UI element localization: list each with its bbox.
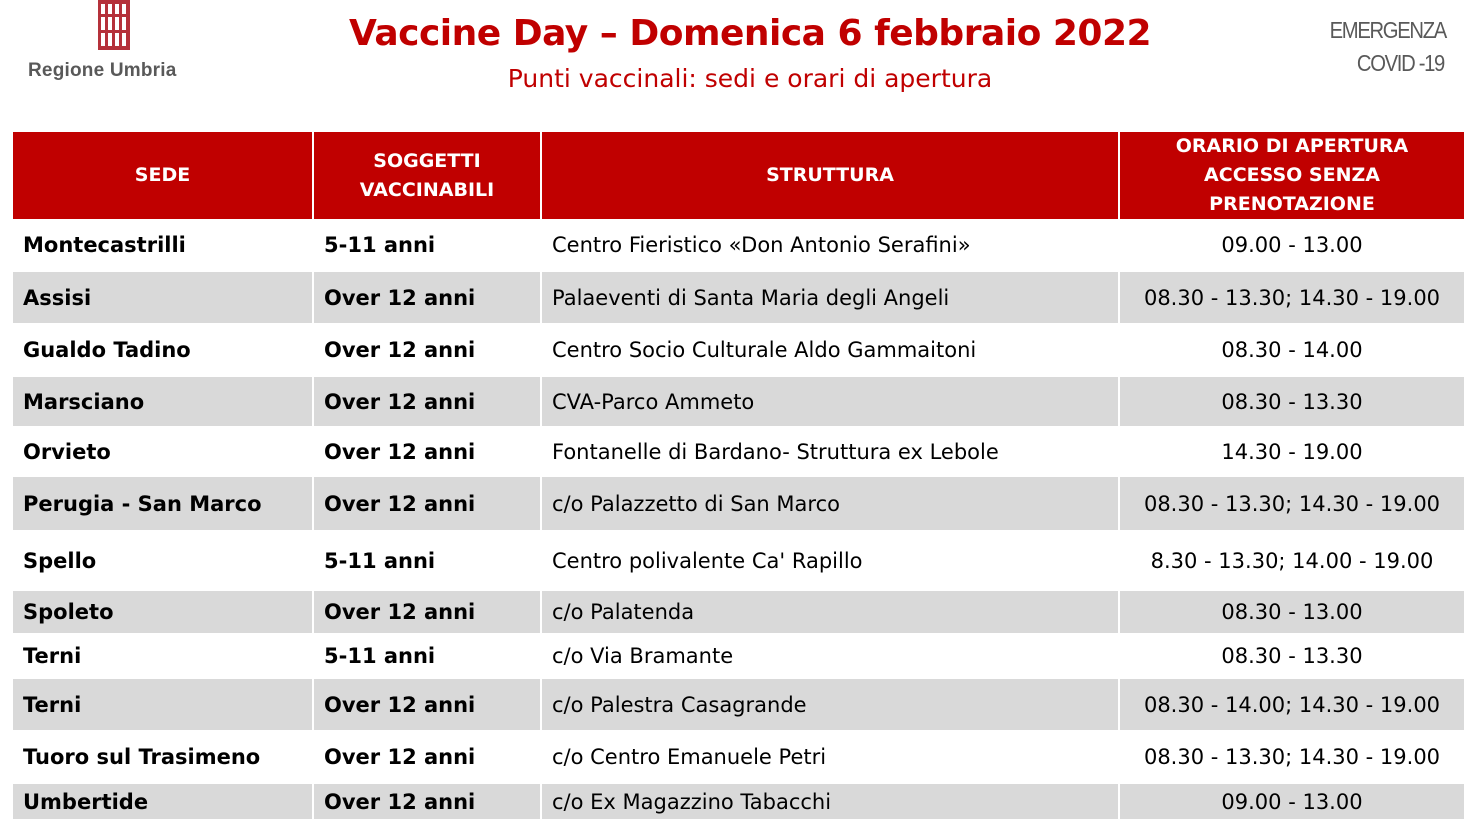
- cell-struttura: c/o Via Bramante: [541, 634, 1119, 678]
- cell-orario: 08.30 - 13.30; 14.30 - 19.00: [1119, 476, 1464, 531]
- cell-struttura: Centro polivalente Ca' Rapillo: [541, 531, 1119, 590]
- page-subtitle: Punti vaccinali: sedi e orari di apertura: [507, 64, 993, 93]
- logo-text: Regione Umbria: [28, 60, 177, 81]
- cell-struttura: c/o Palestra Casagrande: [541, 678, 1119, 731]
- cell-orario: 08.30 - 14.00; 14.30 - 19.00: [1119, 678, 1464, 731]
- page-title: Vaccine Day – Domenica 6 febbraio 2022: [348, 13, 1152, 54]
- emergency-line-2: COVID -19: [1356, 50, 1444, 76]
- cell-orario: 08.30 - 13.30: [1119, 376, 1464, 427]
- header-struttura: STRUTTURA: [541, 132, 1119, 219]
- cell-soggetti: Over 12 anni: [313, 427, 541, 476]
- cell-orario: 8.30 - 13.30; 14.00 - 19.00: [1150, 548, 1434, 573]
- vaccination-schedule-table: [13, 132, 1464, 821]
- cell-sede: Assisi: [13, 271, 313, 324]
- cell-soggetti: Over 12 anni: [313, 376, 541, 427]
- cell-soggetti: Over 12 anni: [313, 271, 541, 324]
- cell-orario: 08.30 - 13.00: [1119, 590, 1464, 634]
- cell-orario: 14.30 - 19.00: [1221, 439, 1363, 464]
- cell-soggetti: Over 12 anni: [313, 731, 541, 783]
- header-orario: [1119, 132, 1464, 219]
- cell-orario: 08.30 - 13.30; 14.30 - 19.00: [1119, 271, 1464, 324]
- cell-sede: Montecastrilli: [13, 219, 313, 271]
- cell-orario: 08.30 - 14.00: [1221, 338, 1363, 362]
- cell-sede: Terni: [13, 634, 313, 678]
- table-row: [13, 783, 1464, 820]
- table-header-row: [13, 132, 1464, 219]
- header-soggetti-line-2: VACCINABILI: [359, 178, 495, 201]
- table-row: [13, 531, 1464, 590]
- cell-struttura: Palaeventi di Santa Maria degli Angeli: [541, 271, 1119, 324]
- regione-umbria-logo: [28, 0, 203, 90]
- table-body: [13, 219, 1464, 820]
- cell-soggetti: 5-11 anni: [313, 634, 541, 678]
- header-orario-line-2: ACCESSO SENZA PRENOTAZIONE: [1204, 164, 1380, 215]
- table-row: [13, 590, 1464, 634]
- cell-orario: 08.30 - 13.30; 14.30 - 19.00: [1143, 745, 1441, 769]
- table-row: [13, 427, 1464, 476]
- header-orario-line-1: ORARIO DI APERTURA: [1175, 135, 1409, 157]
- table-row: [13, 476, 1464, 531]
- cell-orario: 09.00 - 13.00: [1221, 232, 1363, 257]
- cell-struttura: c/o Palazzetto di San Marco: [541, 476, 1119, 531]
- cell-soggetti: Over 12 anni: [313, 590, 541, 634]
- cell-struttura: c/o Ex Magazzino Tabacchi: [541, 783, 1119, 820]
- cell-struttura: c/o Centro Emanuele Petri: [541, 731, 1119, 783]
- header-soggetti-line-1: SOGGETTI: [373, 149, 481, 172]
- table-row: [13, 376, 1464, 427]
- cell-sede: Gualdo Tadino: [13, 324, 313, 376]
- emergency-line-1: EMERGENZA: [1329, 17, 1446, 43]
- table-row: [13, 219, 1464, 271]
- cell-struttura: Fontanelle di Bardano- Struttura ex Lebole: [541, 427, 1119, 476]
- cell-orario: 08.30 - 13.30: [1221, 644, 1363, 668]
- cell-sede: Orvieto: [13, 427, 313, 476]
- cell-sede: Umbertide: [13, 783, 313, 820]
- table-row: [13, 731, 1464, 783]
- cell-soggetti: 5-11 anni: [313, 531, 541, 590]
- cell-sede: Spello: [13, 531, 313, 590]
- regione-umbria-emblem-icon: [98, 0, 130, 50]
- cell-sede: Terni: [13, 678, 313, 731]
- table-row: [13, 634, 1464, 678]
- cell-sede: Marsciano: [13, 376, 313, 427]
- header-soggetti: [313, 132, 541, 219]
- cell-sede: Tuoro sul Trasimeno: [13, 731, 313, 783]
- cell-struttura: c/o Palatenda: [541, 590, 1119, 634]
- cell-struttura: CVA-Parco Ammeto: [541, 376, 1119, 427]
- table-row: [13, 271, 1464, 324]
- cell-sede: Perugia - San Marco: [13, 476, 313, 531]
- cell-soggetti: Over 12 anni: [313, 678, 541, 731]
- table-row: [13, 678, 1464, 731]
- cell-orario: 09.00 - 13.00: [1119, 783, 1464, 820]
- cell-soggetti: Over 12 anni: [313, 783, 541, 820]
- emergency-badge: [1330, 14, 1444, 80]
- cell-struttura: Centro Fieristico «Don Antonio Serafini»: [541, 219, 1119, 271]
- cell-soggetti: 5-11 anni: [313, 219, 541, 271]
- table-row: [13, 324, 1464, 376]
- cell-soggetti: Over 12 anni: [313, 324, 541, 376]
- cell-struttura: Centro Socio Culturale Aldo Gammaitoni: [541, 324, 1119, 376]
- cell-sede: Spoleto: [13, 590, 313, 634]
- cell-soggetti: Over 12 anni: [313, 476, 541, 531]
- header-sede: SEDE: [13, 132, 313, 219]
